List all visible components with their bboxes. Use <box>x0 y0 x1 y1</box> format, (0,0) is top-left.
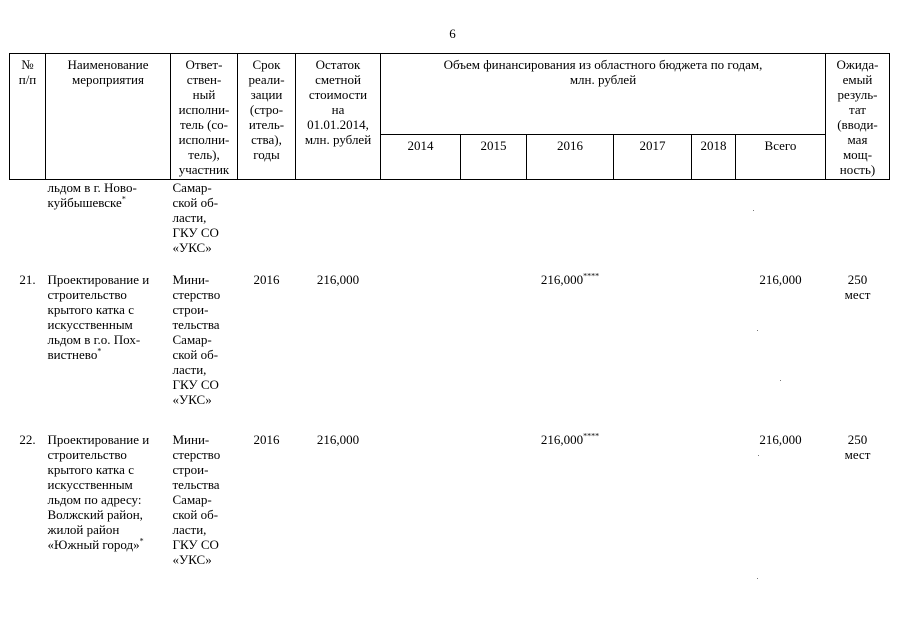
scan-speck <box>757 330 758 331</box>
row-2017 <box>614 180 692 272</box>
row-name: Проектирование и строительство крытого катка с искусственным льдом по адресу: Волжский район, жилой район «Южный город»* <box>47 431 150 552</box>
row-result: 250 мест <box>844 431 871 462</box>
scan-speck <box>758 455 759 456</box>
header-year-2016: 2016 <box>527 135 614 180</box>
row-total: 216,000 <box>759 431 802 447</box>
row-responsible: Самар- ской об- ласти, ГКУ СО «УКС» <box>172 180 219 255</box>
row-2014 <box>381 180 461 272</box>
row-num: 21. <box>19 271 36 287</box>
table-row <box>10 272 890 432</box>
header-name: Наименование мероприятия <box>46 54 171 180</box>
row-2016: 216,000**** <box>540 271 600 287</box>
row-2016: 216,000**** <box>540 431 600 447</box>
row-2015 <box>461 432 527 592</box>
header-year-2018: 2018 <box>692 135 736 180</box>
row-result <box>826 180 890 272</box>
scan-speck <box>757 578 758 579</box>
row-2016 <box>527 180 614 272</box>
row-remaining: 216,000 <box>316 271 360 287</box>
row-2014 <box>381 272 461 432</box>
header-num: № п/п <box>10 54 46 180</box>
row-2017 <box>614 272 692 432</box>
row-name: Проектирование и строительство крытого катка с искусственным льдом в г.о. Пох- вистнево* <box>47 271 150 362</box>
row-term <box>238 180 296 272</box>
header-year-2015: 2015 <box>461 135 527 180</box>
footnote-mark: **** <box>583 431 600 441</box>
row-responsible: Мини- стерство строи- тельства Самар- ской об- ласти, ГКУ СО «УКС» <box>172 431 221 567</box>
footnote-mark: * <box>121 194 126 204</box>
scan-speck <box>780 380 781 381</box>
row-name: льдом в г. Ново- куйбышевске* <box>47 180 137 210</box>
header-year-2017: 2017 <box>614 135 692 180</box>
header-remaining: Остаток сметной стоимости на 01.01.2014, млн. рублей <box>296 54 381 180</box>
header-result: Ожида- емый резуль- тат (вводи- мая мощ- ность) <box>826 54 890 180</box>
row-result: 250 мест <box>844 271 871 302</box>
row-num: 22. <box>19 431 36 447</box>
row-2018 <box>692 272 736 432</box>
row-2015 <box>461 180 527 272</box>
row-num <box>10 180 46 272</box>
header-row <box>10 54 890 135</box>
header-financing: Объем финансирования из областного бюджета по годам, млн. рублей <box>381 54 826 135</box>
row-2015 <box>461 272 527 432</box>
row-2018 <box>692 180 736 272</box>
row-total <box>736 180 826 272</box>
footnote-mark: **** <box>583 271 600 281</box>
header-total: Всего <box>736 135 826 180</box>
row-remaining: 216,000 <box>316 431 360 447</box>
row-2017 <box>614 432 692 592</box>
financing-table <box>9 53 890 592</box>
footnote-mark: * <box>97 346 102 356</box>
row-total: 216,000 <box>759 271 802 287</box>
row-responsible: Мини- стерство строи- тельства Самар- ской об- ласти, ГКУ СО «УКС» <box>172 271 221 407</box>
header-year-2014: 2014 <box>381 135 461 180</box>
row-2018 <box>692 432 736 592</box>
table-row <box>10 180 890 272</box>
footnote-mark: * <box>139 536 144 546</box>
header-responsible: Ответ- ствен- ный исполни- тель (со- исполни- тель), участник <box>171 54 238 180</box>
page-number: 6 <box>449 26 456 41</box>
row-term: 2016 <box>253 271 280 287</box>
row-2014 <box>381 432 461 592</box>
row-term: 2016 <box>253 431 280 447</box>
scan-speck <box>753 210 754 211</box>
row-remaining <box>296 180 381 272</box>
header-term: Срок реали- зации (стро- итель- ства), годы <box>238 54 296 180</box>
